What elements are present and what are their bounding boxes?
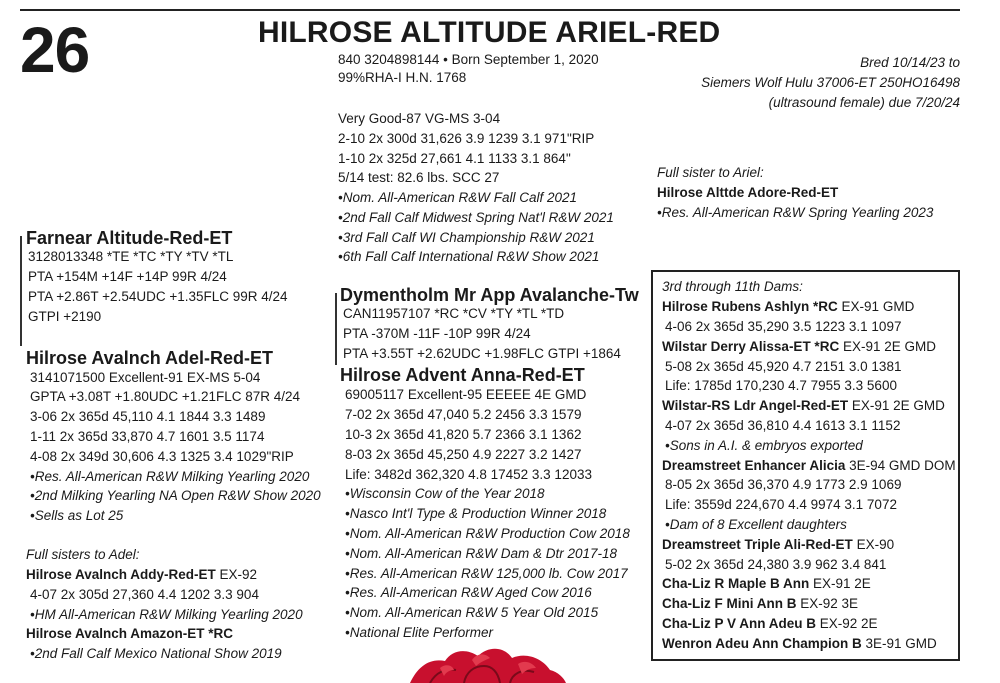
full-sister-ariel-label: Full sister to Ariel: [657, 165, 764, 180]
dam-6-class: 3E-94 GMD DOM [845, 458, 956, 473]
bred-line: Siemers Wolf Hulu 37006-ET 250HO16498 [701, 75, 960, 90]
dam-5-class: EX-91 2E GMD [848, 398, 945, 413]
subject-honor: •Nom. All-American R&W Fall Calf 2021 [338, 190, 578, 205]
subject-id-line: 840 3204898144 • Born September 1, 2020 [338, 52, 599, 67]
dam-9-name: Cha-Liz F Mini Ann B [662, 596, 797, 611]
dam-6-name: Dreamstreet Enhancer Alicia [662, 458, 846, 473]
granddam-honor: •Nom. All-American R&W 5 Year Old 2015 [345, 605, 599, 620]
mgs-line: CAN11957107 *RC *CV *TY *TL *TD [343, 306, 565, 321]
dam-honor: •2nd Milking Yearling NA Open R&W Show 2020 [30, 488, 321, 503]
dam-8-class: EX-91 2E [809, 576, 871, 591]
sister-2-honor: •2nd Fall Calf Mexico National Show 2019 [30, 646, 282, 661]
mgs-line: PTA -370M -11F -10P 99R 4/24 [343, 326, 531, 341]
subject-test-line: 5/14 test: 82.6 lbs. SCC 27 [338, 170, 500, 185]
bred-line: Bred 10/14/23 to [860, 55, 960, 70]
mgs-bracket [335, 293, 337, 365]
dam-4-class: EX-91 2E GMD [839, 339, 936, 354]
dam-8-heading [662, 577, 871, 591]
dam-4-record: 5-08 2x 365d 45,920 4.7 2151 3.0 1381 [665, 359, 902, 374]
dam-8-name: Cha-Liz R Maple B Ann [662, 576, 810, 591]
dam-6-honor: •Dam of 8 Excellent daughters [665, 517, 847, 532]
sire-line: PTA +154M +14F +14P 99R 4/24 [28, 269, 227, 284]
dam-6-record: 8-05 2x 365d 36,370 4.9 1773 2.9 1069 [665, 477, 902, 492]
mgs-name: Dymentholm Mr App Avalanche-Tw [340, 285, 639, 305]
rose-icon [400, 636, 570, 683]
granddam-record: 7-02 2x 365d 47,040 5.2 2456 3.3 1579 [345, 407, 582, 422]
dam-honor: •Res. All-American R&W Milking Yearling 2020 [30, 469, 310, 484]
granddam-honor: •Wisconsin Cow of the Year 2018 [345, 486, 545, 501]
sister-1-name: Hilrose Avalnch Addy-Red-ET [26, 567, 216, 582]
sire-line: 3128013348 *TE *TC *TY *TV *TL [28, 249, 234, 264]
granddam-honor: •Nom. All-American R&W Production Cow 2018 [345, 526, 630, 541]
granddam-honor: •Res. All-American R&W Aged Cow 2016 [345, 585, 592, 600]
bred-line: (ultrasound female) due 7/20/24 [768, 95, 960, 110]
granddam-honor: •Nasco Int'l Type & Production Winner 2018 [345, 506, 607, 521]
dam-5-honor: •Sons in A.I. & embryos exported [665, 438, 863, 453]
dam-10-name: Cha-Liz P V Ann Adeu B [662, 616, 817, 631]
sister-1-class: EX-92 [215, 567, 258, 582]
dam-9-heading [662, 597, 858, 611]
dam-11-name: Wenron Adeu Ann Champion B [662, 636, 862, 651]
dam-5-record: 4-07 2x 365d 36,810 4.4 1613 3.1 1152 [665, 418, 901, 433]
dam-honor: •Sells as Lot 25 [30, 508, 124, 523]
dam-7-name: Dreamstreet Triple Ali-Red-ET [662, 537, 853, 552]
dam-7-heading [662, 538, 894, 552]
dam-10-class: EX-92 2E [816, 616, 878, 631]
granddam-honor: •Res. All-American R&W 125,000 lb. Cow 2017 [345, 566, 628, 581]
subject-honor: •6th Fall Calf International R&W Show 2021 [338, 249, 600, 264]
sire-name: Farnear Altitude-Red-ET [26, 228, 233, 248]
dam-5-heading [662, 399, 945, 413]
dam-3-name: Hilrose Rubens Ashlyn *RC [662, 299, 838, 314]
granddam-life: Life: 3482d 362,320 4.8 17452 3.3 12033 [345, 467, 592, 482]
top-rule [20, 9, 960, 11]
dam-record: 1-11 2x 365d 33,870 4.7 1601 3.5 1174 [30, 429, 265, 444]
subject-honor: •2nd Fall Calf Midwest Spring Nat'l R&W 2021 [338, 210, 614, 225]
granddam-honor: •National Elite Performer [345, 625, 494, 640]
dam-3-heading [662, 300, 914, 314]
lot-number: 26 [20, 14, 90, 86]
mgs-line: PTA +3.55T +2.62UDC +1.98FLC GTPI +1864 [343, 346, 621, 361]
subject-record: 1-10 2x 325d 27,661 4.1 1133 3.1 864" [338, 151, 571, 166]
granddam-record: 10-3 2x 365d 41,820 5.7 2366 3.1 1362 [345, 427, 582, 442]
subject-record: 2-10 2x 300d 31,626 3.9 1239 3.1 971"RIP [338, 131, 595, 146]
subject-rha-line: 99%RHA-I H.N. 1768 [338, 70, 467, 85]
full-sister-ariel-honor: •Res. All-American R&W Spring Yearling 2023 [657, 205, 934, 220]
granddam-name: Hilrose Advent Anna-Red-ET [340, 365, 585, 385]
dam-gpta: GPTA +3.08T +1.80UDC +1.21FLC 87R 4/24 [30, 389, 301, 404]
sister-1-record: 4-07 2x 305d 27,360 4.4 1202 3.3 904 [30, 587, 259, 602]
sire-line: GTPI +2190 [28, 309, 102, 324]
dams-box-label: 3rd through 11th Dams: [662, 279, 803, 294]
dam-id-line: 3141071500 Excellent-91 EX-MS 5-04 [30, 370, 261, 385]
dam-record: 4-08 2x 349d 30,606 4.3 1325 3.4 1029"RIP [30, 449, 294, 464]
dam-4-life: Life: 1785d 170,230 4.7 7955 3.3 5600 [665, 378, 897, 393]
sister-2-name: Hilrose Avalnch Amazon-ET *RC [26, 626, 234, 641]
dam-10-heading [662, 617, 878, 631]
dam-7-class: EX-90 [852, 537, 895, 552]
dam-5-name: Wilstar-RS Ldr Angel-Red-ET [662, 398, 849, 413]
dam-11-class: 3E-91 GMD [861, 636, 937, 651]
dam-6-heading [662, 459, 956, 473]
dam-7-record: 5-02 2x 365d 24,380 3.9 962 3.4 841 [665, 557, 887, 572]
dam-11-heading [662, 637, 937, 651]
sire-bracket [20, 236, 22, 346]
full-sisters-adel-label: Full sisters to Adel: [26, 547, 140, 562]
subject-honor: •3rd Fall Calf WI Championship R&W 2021 [338, 230, 595, 245]
granddam-id-line: 69005117 Excellent-95 EEEEE 4E GMD [345, 387, 587, 402]
dam-name: Hilrose Avalnch Adel-Red-ET [26, 348, 274, 368]
granddam-record: 8-03 2x 365d 45,250 4.9 2227 3.2 1427 [345, 447, 582, 462]
dam-9-class: EX-92 3E [796, 596, 859, 611]
page-title: HILROSE ALTITUDE ARIEL-RED [258, 16, 721, 49]
full-sister-ariel-name: Hilrose Alttde Adore-Red-ET [657, 185, 839, 200]
dam-3-class: EX-91 GMD [837, 299, 915, 314]
sister-1-heading [26, 568, 257, 582]
dam-6-life: Life: 3559d 224,670 4.4 9974 3.1 7072 [665, 497, 897, 512]
dam-4-name: Wilstar Derry Alissa-ET *RC [662, 339, 840, 354]
dam-3-record: 4-06 2x 365d 35,290 3.5 1223 3.1 1097 [665, 319, 902, 334]
sire-line: PTA +2.86T +2.54UDC +1.35FLC 99R 4/24 [28, 289, 288, 304]
granddam-honor: •Nom. All-American R&W Dam & Dtr 2017-18 [345, 546, 618, 561]
sister-1-honor: •HM All-American R&W Milking Yearling 2020 [30, 607, 303, 622]
dam-record: 3-06 2x 365d 45,110 4.1 1844 3.3 1489 [30, 409, 266, 424]
dam-4-heading [662, 340, 936, 354]
subject-classification: Very Good-87 VG-MS 3-04 [338, 111, 501, 126]
